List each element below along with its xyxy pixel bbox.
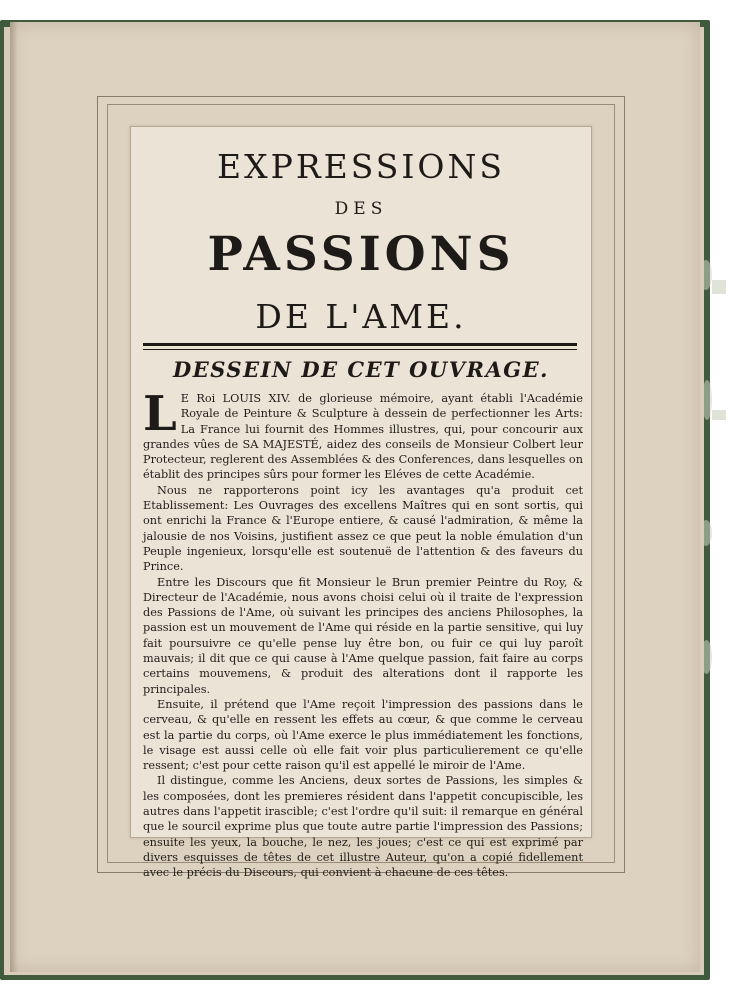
paragraph-3: Entre les Discours que fit Monsieur le Brun premier Peintre du Roy, & Directeur de l'Académie, nous avons choisi celui où il traite de l'expression des Passions de l'Ame, où suivant les principes des anciens Philosophes, la passion est un mouvement de l'Ame qui réside en la partie sensitive, qui luy fait poursuivre ce qu'elle pense luy être bon, ou fuir ce qui luy paroît mauvais; il dit que ce qui cause à l'Ame quelque passion, fait faire au corps certains mouvemens, & produit des alterations dont il rapporte les principales. bbox=[143, 575, 583, 696]
section-heading: DESSEIN DE CET OUVRAGE. bbox=[172, 357, 549, 382]
paragraph-1 bbox=[143, 386, 583, 483]
title-line-1: EXPRESSIONS bbox=[217, 147, 505, 186]
paragraph-text: E Roi LOUIS XIV. de glorieuse mémoire, ayant établi l'Académie Royale de Peinture & Sculpture à dessein de perfectionner les Arts: La France lui fournit des Hommes illustres, qui, pour concourir aux grandes vûes de SA MAJESTÉ, aidez des conseils de Monsieur Colbert leur Protecteur, reglerent des Assemblées & des Conferences, dans lesquelles on établit des principes sûrs pour former les Eléves de cette Académie. bbox=[143, 392, 583, 482]
page-gutter-shadow bbox=[10, 22, 18, 972]
title-plate bbox=[130, 126, 592, 880]
title-line-4: DE L'AME. bbox=[255, 297, 467, 336]
paragraph-5: Il distingue, comme les Anciens, deux sortes de Passions, les simples & les composées, dont les premieres résident dans l'appetit concupiscible, les autres dans l'appetit irascible; c'est l'ordre qu'il suit: il remarque en général que le sourcil exprime plus que toute autre partie l'impression des Passions; ensuite les yeux, la bouche, le nez, les joues; c'est ce qui est exprimé par divers esquisses de têtes de cet illustre Auteur, qu'on a copié fidellement avec le précis du Discours, qui convient à chacune de ces têtes. bbox=[143, 774, 583, 880]
cover-edge bbox=[712, 410, 726, 420]
title-rule-thin bbox=[143, 349, 577, 350]
title-line-3: PASSIONS bbox=[207, 227, 515, 282]
title-rule-thick bbox=[143, 343, 577, 346]
title-line-2: DES bbox=[334, 199, 388, 219]
body-text bbox=[143, 386, 583, 881]
paragraph-4: Ensuite, il prétend que l'Ame reçoit l'impression des passions dans le cerveau, & qu'elle en ressent les effets au cœur, & que comme le cerveau est la partie du corps, où l'Ame exerce le plus immédiatement les fonctions, le visage est aussi celle où elle fait voir plus particulierement ce qu'elle ressent; c'est pour cette raison qu'il est appellé le miroir de l'Ame. bbox=[143, 697, 583, 773]
paragraph-2: Nous ne rapporterons point icy les avantages qu'a produit cet Etablissement: Les Ouvrages des excellens Maîtres qui en sont sortis, qui ont enrichi la France & l'Europe entiere, & causé l'admiration, & même la jalousie de nos Voisins, justifient assez ce que peut la noble émulation d'un Peuple ingenieux, lorsqu'elle est soutenuë de l'attention & des faveurs du Prince. bbox=[143, 483, 583, 574]
cover-edge bbox=[712, 280, 726, 294]
drop-cap: L bbox=[143, 386, 177, 442]
